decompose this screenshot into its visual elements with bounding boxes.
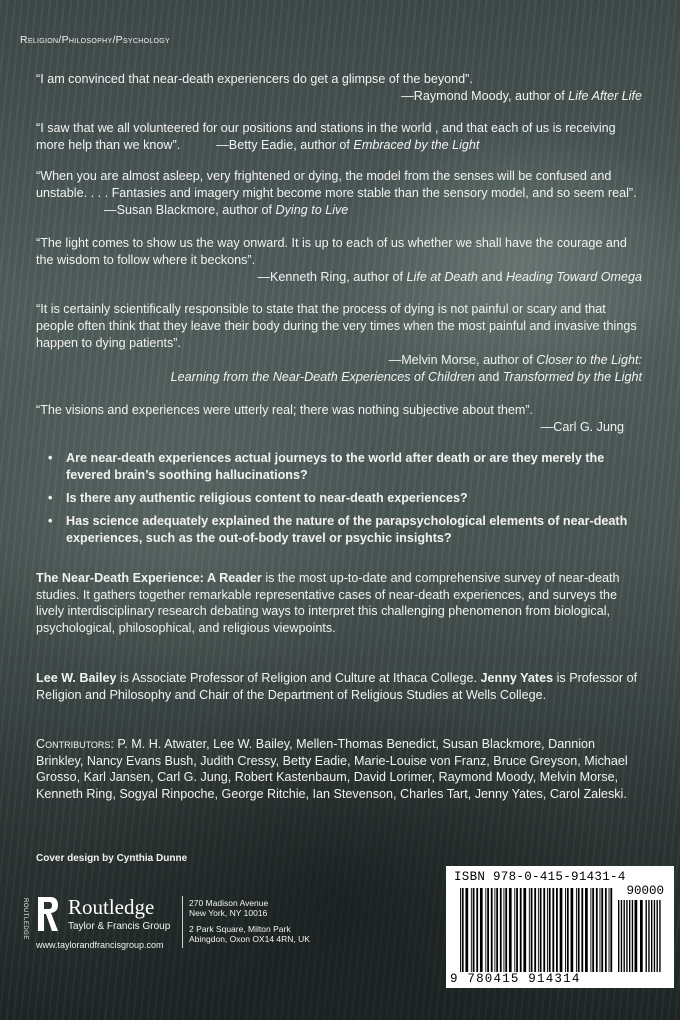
- quote-morse: [36, 301, 642, 386]
- quote-text: “The light comes to show us the way onward. It is up to each of us whether we shall have the courage and the wisdom to follow where it beckons”.: [36, 236, 627, 267]
- quote-attribution: —Kenneth Ring, author of Life at Death and Heading Toward Omega: [257, 270, 642, 284]
- author-bio: Lee W. Bailey is Associate Professor of Religion and Culture at Ithaca College. Jenny Yates is Professor of Religion and Philosophy and Chair of the Department of Religious Studies at Wells College.: [36, 671, 638, 702]
- barcode-bar: [529, 888, 530, 972]
- barcode-bar: [485, 888, 486, 972]
- barcode-bar: [556, 888, 558, 972]
- quote-text: “The visions and experiences were utterly real; there was nothing subjective about them”.: [36, 403, 534, 417]
- addon-barcode-bars: [618, 900, 662, 972]
- barcode-bar: [610, 888, 612, 972]
- barcode-bar: [640, 900, 643, 972]
- barcode-bar: [657, 900, 658, 972]
- book-title: The Near-Death Experience: A Reader: [36, 571, 262, 585]
- barcode-bar: [516, 888, 518, 972]
- quote-blackmore: [36, 168, 642, 219]
- barcode-bar: [471, 888, 472, 972]
- barcode-bar: [480, 888, 483, 972]
- list-item: • Are near-death experiences actual journeys to the world after death or are they merely the fevered brain’s soothing hallucinations?: [48, 451, 605, 482]
- barcode-bar: [626, 900, 627, 972]
- barcode-bar: [487, 888, 489, 972]
- barcode-bar: [465, 888, 468, 972]
- barcode-bar: [520, 888, 522, 972]
- barcode-bar: [509, 888, 512, 972]
- barcode-bar: [635, 900, 638, 972]
- barcode-bar: [654, 900, 655, 972]
- barcode-digits: 9 780415 914314: [450, 972, 581, 986]
- barcode-bar: [514, 888, 515, 972]
- barcode-bar: [560, 888, 563, 972]
- isbn-label: ISBN 978-0-415-91431-4: [454, 870, 626, 884]
- barcode-bar: [621, 900, 622, 972]
- barcode-bar: [629, 900, 630, 972]
- bullet-icon: •: [48, 451, 53, 465]
- publisher-group: Taylor & Francis Group: [68, 921, 171, 932]
- barcode-bar: [505, 888, 507, 972]
- barcode-bar: [538, 888, 539, 972]
- barcode-bar: [571, 888, 574, 972]
- barcode-bar: [585, 888, 588, 972]
- quote-attribution: —Betty Eadie, author of Embraced by the Light: [216, 138, 480, 152]
- barcode-bar: [494, 888, 495, 972]
- barcode-bar: [567, 888, 569, 972]
- quote-ring: [36, 235, 642, 286]
- barcode-bar: [547, 888, 548, 972]
- barcode-bar: [540, 888, 542, 972]
- barcode-bar: [503, 888, 504, 972]
- barcode-bar: [460, 888, 461, 972]
- barcode-bar: [651, 900, 652, 972]
- divider: [182, 896, 183, 948]
- quote-attribution: —Carl G. Jung: [540, 420, 624, 434]
- barcode-bar: [646, 900, 647, 972]
- quote-attribution: —Melvin Morse, author of Closer to the Light: Learning from the Near-Death Experiences of Children and Transformed by the Light: [170, 353, 642, 384]
- quote-attribution: —Raymond Moody, author of Life After Life: [401, 89, 642, 103]
- routledge-r-icon: [36, 895, 60, 933]
- contributors: Contributors: P. M. H. Atwater, Lee W. Bailey, Mellen-Thomas Benedict, Susan Blackmore, Dannion Brinkley, Nancy Evans Bush, Judith Cressy, Betty Eadie, Marie-Louise von Franz, Bruce Greyson, Michael Grosso, Karl Jansen, Carl G. Jung, Robert Kastenbaum, David Lorimer, Raymond Moody, Melvin Morse, Kenneth Ring, Sogyal Rinpoche, George Ritchie, Ian Stevenson, Charles Tart, Jenny Yates, Carol Zaleski.: [36, 737, 628, 801]
- quote-jung: [36, 402, 642, 436]
- barcode-bar: [609, 888, 610, 972]
- bullet-icon: •: [48, 514, 53, 528]
- barcode-bar: [618, 900, 619, 972]
- quote-text: “I saw that we all volunteered for our positions and stations in the world , and that each of us is receiving more help than we know”. —Betty Eadie, author of Embraced by the Light: [36, 121, 616, 152]
- isbn-barcode: [446, 866, 674, 988]
- category-label: Religion/Philosophy/Psychology: [20, 34, 171, 46]
- quote-attribution: —Susan Blackmore, author of Dying to Live: [104, 203, 349, 217]
- quote-text: “When you are almost asleep, very frightened or dying, the model from the senses will be confused and unstable. . . . Fantasies and imagery might become more stable than the sensory model, and so seem real”.—Susan Blackmore, author of Dying to Live: [36, 169, 637, 217]
- barcode-bar: [523, 888, 526, 972]
- price-code: 90000: [626, 884, 664, 898]
- barcode-bar: [624, 900, 625, 972]
- question-list: [44, 450, 648, 553]
- barcode-bar: [491, 888, 493, 972]
- barcode-bar: [565, 888, 566, 972]
- publisher-name: Routledge: [68, 895, 155, 919]
- barcode-bar: [576, 888, 577, 972]
- publisher-website: www.taylorandfrancisgroup.com: [36, 940, 164, 950]
- bullet-icon: •: [48, 491, 53, 505]
- barcode-bar: [476, 888, 478, 972]
- contributors-label: Contributors:: [36, 737, 114, 751]
- publisher-address: 270 Madison Avenue New York, NY 10016 2 Park Square, Milton Park Abingdon, Oxon OX14 4RN, UK: [189, 898, 310, 944]
- barcode-bar: [601, 888, 603, 972]
- list-item: • Has science adequately explained the nature of the parapsychological elements of near-death experiences, such as the out-of-body travel or psychic insights?: [48, 514, 628, 545]
- cover-credit: Cover design by Cynthia Dunne: [36, 853, 188, 864]
- barcode-bar: [632, 900, 633, 972]
- barcode-bar: [552, 888, 554, 972]
- book-description: The Near-Death Experience: A Reader is the most up-to-date and comprehensive survey of near-death studies. It gathers together remarkable representative cases of near-death experiences, and surveys the lively interdisciplinary research debating ways to interpret this challenging phenomenon from biological, psychological, philosophical, and religious viewpoints.: [36, 571, 620, 635]
- quote-text: “It is certainly scientifically responsible to state that the process of dying is not painful or scary and that people often think that they leave their body during the very times when the most painful and invasive things happen to dying patients”.: [36, 302, 637, 350]
- quote-moody: [36, 71, 642, 105]
- quote-text: “I am convinced that near-death experiencers do get a glimpse of the beyond”.: [36, 72, 473, 86]
- barcode-bar: [592, 888, 594, 972]
- barcode-bar: [581, 888, 583, 972]
- quote-eadie: [36, 120, 642, 154]
- barcode-bar: [549, 888, 551, 972]
- barcode-bar: [659, 900, 660, 972]
- barcode-bar: [596, 888, 598, 972]
- barcode-bar: [496, 888, 498, 972]
- list-item: • Is there any authentic religious content to near-death experiences?: [48, 491, 468, 505]
- barcode-bar: [600, 888, 601, 972]
- barcode-bar: [462, 888, 464, 972]
- barcode-bar: [543, 888, 545, 972]
- publisher-vertical: ROUTLEDGE: [22, 898, 28, 940]
- barcode-bar: [648, 900, 649, 972]
- barcode-bar: [605, 888, 607, 972]
- barcode-bar: [578, 888, 580, 972]
- barcode-bar: [500, 888, 502, 972]
- barcode-bar: [531, 888, 533, 972]
- barcode-bar: [534, 888, 536, 972]
- barcode-bar: [590, 888, 591, 972]
- publisher-logo: [36, 893, 178, 963]
- barcode-bar: [473, 888, 475, 972]
- barcode-bars: [460, 888, 614, 972]
